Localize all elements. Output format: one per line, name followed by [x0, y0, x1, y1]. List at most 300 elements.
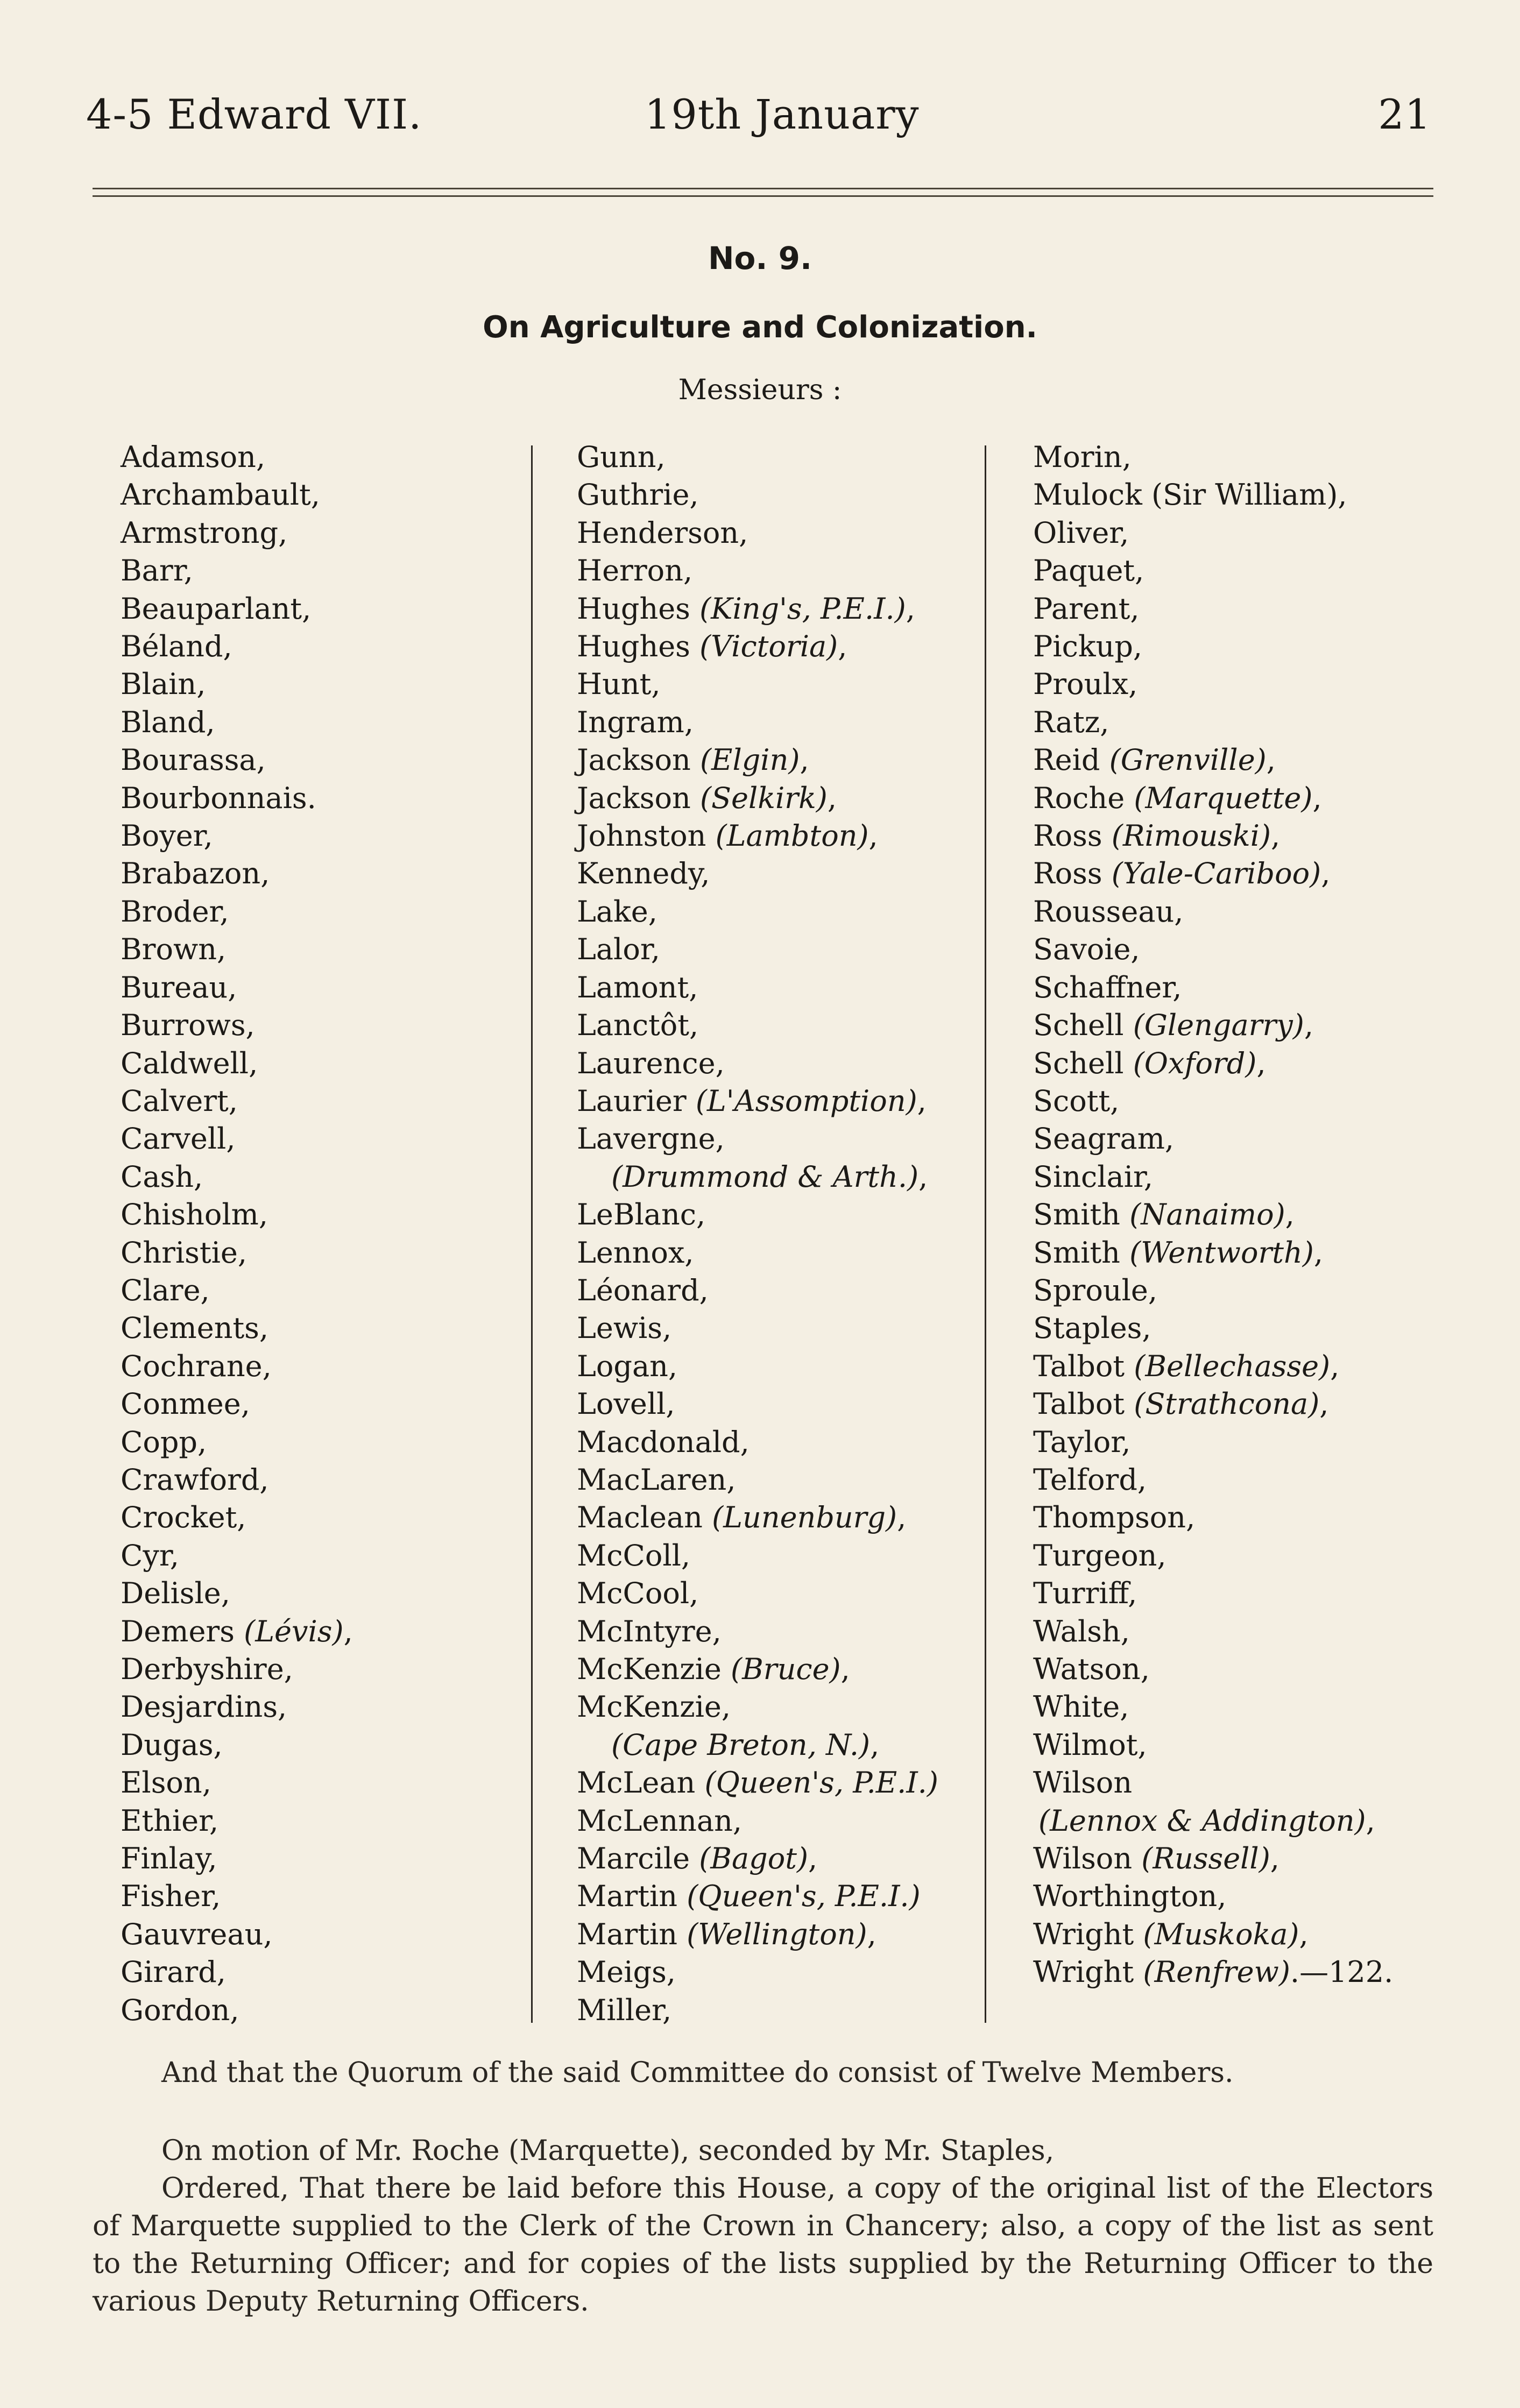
- member-punctuation: ,: [1256, 1046, 1266, 1080]
- member-name: Marcile: [577, 1842, 690, 1876]
- member-entry: [1033, 1461, 1464, 1499]
- member-name: Mulock (Sir William),: [1033, 478, 1347, 512]
- member-name: Finlay,: [121, 1842, 217, 1876]
- member-entry: [1033, 1840, 1464, 1878]
- member-name: Boyer,: [121, 819, 213, 853]
- member-name: Johnston: [577, 819, 706, 853]
- member-entry: [121, 969, 529, 1007]
- member-entry: [1033, 590, 1464, 628]
- member-entry: [577, 1007, 986, 1044]
- member-name: Laurence,: [577, 1046, 725, 1080]
- member-entry: [577, 741, 986, 779]
- member-entry: [577, 1764, 986, 1802]
- member-entry: [121, 590, 529, 628]
- member-name: Crocket,: [121, 1500, 246, 1535]
- member-name: Caldwell,: [121, 1046, 258, 1080]
- member-entry: [1033, 476, 1464, 514]
- member-name: Wright: [1033, 1917, 1134, 1951]
- member-riding: (Muskoka): [1143, 1917, 1299, 1951]
- member-punctuation: ,: [1366, 1803, 1375, 1838]
- member-name: Gauvreau,: [121, 1917, 273, 1951]
- member-name: Savoie,: [1033, 932, 1140, 967]
- member-name: Bourassa,: [121, 743, 266, 777]
- member-name: Brown,: [121, 932, 227, 967]
- member-riding: (Drummond & Arth.): [611, 1159, 919, 1194]
- member-name: Delisle,: [121, 1576, 230, 1611]
- member-name: Lanctôt,: [577, 1008, 699, 1043]
- member-name: Béland,: [121, 629, 232, 664]
- member-name: Léonard,: [577, 1273, 709, 1307]
- member-entry: [577, 780, 986, 817]
- member-riding: (Bagot): [699, 1842, 809, 1876]
- member-entry: [1033, 1348, 1464, 1385]
- member-riding: (Wellington): [687, 1917, 867, 1951]
- member-entry: [121, 1840, 529, 1878]
- member-riding: (Lennox & Addington): [1038, 1803, 1366, 1838]
- member-entry: [577, 1499, 986, 1536]
- member-entry: [1033, 1916, 1464, 1953]
- member-entry: [1033, 1007, 1464, 1044]
- quorum-statement: And that the Quorum of the said Committee do consist of Twelve Members.: [161, 2057, 1234, 2089]
- member-name: Brabazon,: [121, 856, 270, 891]
- member-entry: [577, 1878, 986, 1915]
- member-entry: [1033, 704, 1464, 741]
- member-riding: (Grenville): [1109, 743, 1267, 777]
- member-entry: [121, 1234, 529, 1272]
- member-name: Lewis,: [577, 1311, 672, 1345]
- member-entry: [1033, 1575, 1464, 1612]
- member-punctuation: ,: [918, 1159, 928, 1194]
- member-name: Lovell,: [577, 1387, 675, 1421]
- member-entry: [121, 1272, 529, 1309]
- member-entry: [121, 1537, 529, 1575]
- member-entry: [121, 1575, 529, 1612]
- member-entry: [121, 893, 529, 931]
- member-entry: [577, 1082, 986, 1120]
- member-punctuation: ,: [1266, 743, 1276, 777]
- member-punctuation: ,: [917, 1083, 927, 1118]
- member-name: Morin,: [1033, 440, 1132, 474]
- member-entry: [577, 1309, 986, 1347]
- member-name: Girard,: [121, 1955, 226, 1989]
- member-entry: [1033, 1120, 1464, 1158]
- member-entry: [1033, 1158, 1464, 1196]
- member-entry: [1033, 1537, 1464, 1575]
- member-name: Fisher,: [121, 1879, 221, 1914]
- member-punctuation: ,: [1321, 856, 1331, 891]
- member-entry: [1033, 1688, 1464, 1726]
- member-name: Wilmot,: [1033, 1727, 1147, 1762]
- member-entry: [577, 1575, 986, 1612]
- member-entry: [577, 1461, 986, 1499]
- member-name: Cash,: [121, 1159, 203, 1194]
- member-name: Crawford,: [121, 1462, 269, 1497]
- member-name: Schell: [1033, 1046, 1124, 1080]
- member-name: Thompson,: [1033, 1500, 1196, 1535]
- column-divider: [985, 445, 986, 2023]
- member-entry: [1033, 1878, 1464, 1915]
- member-entry: [121, 817, 529, 855]
- member-name: Miller,: [577, 1993, 672, 2027]
- member-entry: [121, 665, 529, 703]
- member-name: Ingram,: [577, 705, 694, 739]
- member-entry: [1033, 969, 1464, 1007]
- member-entry: [1033, 1234, 1464, 1272]
- member-entry: [577, 590, 986, 628]
- member-name: Smith: [1033, 1198, 1120, 1232]
- member-riding: (Russell): [1141, 1842, 1270, 1876]
- member-name: Guthrie,: [577, 478, 699, 512]
- column-divider: [531, 445, 533, 2023]
- member-name: Roche: [1033, 781, 1125, 815]
- member-name: Conmee,: [121, 1387, 250, 1421]
- members-column-1: [121, 438, 529, 2029]
- member-name: Adamson,: [121, 440, 266, 474]
- member-name: Kennedy,: [577, 856, 710, 891]
- member-name: Archambault,: [121, 478, 320, 512]
- member-entry: [577, 665, 986, 703]
- member-entry: [121, 741, 529, 779]
- member-punctuation: ,: [1299, 1917, 1309, 1951]
- member-punctuation: ,: [867, 1917, 876, 1951]
- member-entry: [121, 1348, 529, 1385]
- member-entry: [1033, 1196, 1464, 1234]
- member-entry: [577, 1688, 986, 1726]
- member-entry: [121, 1461, 529, 1499]
- member-name: Jackson: [577, 781, 691, 815]
- member-name: Scott,: [1033, 1083, 1120, 1118]
- member-entry: [577, 704, 986, 741]
- member-entry: [1033, 1953, 1464, 1991]
- member-name: Wright: [1033, 1955, 1134, 1989]
- member-entry: [1033, 1499, 1464, 1536]
- member-punctuation: ,: [868, 819, 878, 853]
- member-name: Chisholm,: [121, 1198, 268, 1232]
- member-riding: (Nanaimo): [1129, 1198, 1285, 1232]
- member-name: Ross: [1033, 819, 1102, 853]
- member-name: Herron,: [577, 554, 693, 588]
- member-name: Seagram,: [1033, 1122, 1175, 1156]
- member-entry: [577, 1385, 986, 1423]
- member-entry: [577, 1726, 986, 1764]
- member-entry: [121, 1196, 529, 1234]
- member-name: Elson,: [121, 1766, 211, 1800]
- member-name: Taylor,: [1033, 1425, 1131, 1459]
- member-name: Henderson,: [577, 515, 748, 550]
- member-name: Demers: [121, 1614, 235, 1648]
- member-entry: [121, 476, 529, 514]
- member-entry: [577, 1992, 986, 2029]
- member-name: Derbyshire,: [121, 1652, 293, 1686]
- member-entry: [1033, 855, 1464, 893]
- member-name: Lamont,: [577, 970, 698, 1004]
- member-entry: [577, 476, 986, 514]
- date-header: 19th January: [645, 90, 920, 138]
- member-name: Martin: [577, 1879, 678, 1914]
- member-name: Sinclair,: [1033, 1159, 1154, 1194]
- member-entry: [1033, 1082, 1464, 1120]
- member-name: Paquet,: [1033, 554, 1144, 588]
- motion-paragraph: [93, 2132, 1433, 2320]
- member-entry: [121, 1385, 529, 1423]
- member-entry: [577, 969, 986, 1007]
- member-name: Broder,: [121, 894, 229, 929]
- member-name: White,: [1033, 1690, 1129, 1724]
- member-name: Gordon,: [121, 1993, 239, 2027]
- member-riding: (Marquette): [1134, 781, 1313, 815]
- member-entry: [121, 1953, 529, 1991]
- motion-ordered: Ordered, That there be laid before this House, a copy of the original list of the Electors of Marquette supplied to the Clerk of the Crown in Chancery; also, a copy of the list as sent to the Returning Officer; and for copies of the lists supplied by the Returning Officer to the various Deputy Returning Officers.: [93, 2172, 1433, 2318]
- member-punctuation: ,: [1312, 781, 1322, 815]
- member-punctuation: ,: [1304, 1008, 1314, 1043]
- member-name: Armstrong,: [121, 515, 288, 550]
- member-punctuation: ,: [1330, 1349, 1340, 1383]
- member-entry: [577, 1045, 986, 1082]
- member-name: Lavergne,: [577, 1122, 725, 1156]
- member-punctuation: ,: [1270, 1842, 1279, 1876]
- member-name: Jackson: [577, 743, 691, 777]
- member-entry: [121, 855, 529, 893]
- header-rule: [93, 188, 1433, 189]
- member-entry: [1033, 1385, 1464, 1423]
- member-entry: [1033, 1423, 1464, 1461]
- member-name: Worthington,: [1033, 1879, 1227, 1914]
- member-entry: [121, 1423, 529, 1461]
- member-riding: (Bellechasse): [1134, 1349, 1331, 1383]
- member-entry: [121, 1651, 529, 1688]
- member-entry: [1033, 741, 1464, 779]
- member-name: McIntyre,: [577, 1614, 722, 1648]
- session-header: 4-5 Edward VII.: [86, 90, 422, 138]
- member-punctuation: ,: [1271, 819, 1281, 853]
- member-name: McCool,: [577, 1576, 699, 1611]
- member-entry: [1033, 931, 1464, 968]
- member-entry: [121, 552, 529, 590]
- salutation: Messieurs :: [678, 374, 842, 406]
- member-entry: [1033, 817, 1464, 855]
- member-entry: [577, 1840, 986, 1878]
- member-riding: (Bruce): [731, 1652, 841, 1686]
- member-name: Ross: [1033, 856, 1102, 891]
- member-name: Clements,: [121, 1311, 269, 1345]
- member-name: Barr,: [121, 554, 193, 588]
- member-punctuation: ,: [906, 591, 915, 626]
- member-entry: [577, 1537, 986, 1575]
- member-name: Lake,: [577, 894, 658, 929]
- member-entry: [1033, 780, 1464, 817]
- member-entry: [577, 438, 986, 476]
- member-name: Schaffner,: [1033, 970, 1182, 1004]
- member-entry: [1033, 1651, 1464, 1688]
- member-name: Telford,: [1033, 1462, 1147, 1497]
- member-punctuation: ,: [343, 1614, 353, 1648]
- member-punctuation: ,: [1313, 1235, 1323, 1270]
- member-name: McKenzie,: [577, 1690, 731, 1724]
- member-riding: (Victoria): [699, 629, 838, 664]
- member-name: Christie,: [121, 1235, 247, 1270]
- member-riding: (Strathcona): [1134, 1387, 1320, 1421]
- member-punctuation: .—122.: [1290, 1955, 1394, 1989]
- member-riding: (L'Assomption): [695, 1083, 917, 1118]
- member-name: Staples,: [1033, 1311, 1151, 1345]
- member-entry: [577, 1234, 986, 1272]
- member-name: Ratz,: [1033, 705, 1109, 739]
- member-riding: (Lambton): [715, 819, 869, 853]
- member-name: Macdonald,: [577, 1425, 750, 1459]
- member-name: LeBlanc,: [577, 1198, 706, 1232]
- member-riding: (Selkirk): [699, 781, 828, 815]
- member-entry: [577, 817, 986, 855]
- member-name: Ethier,: [121, 1803, 219, 1838]
- member-entry: [121, 1916, 529, 1953]
- member-name: McLean: [577, 1766, 696, 1800]
- member-entry: [121, 780, 529, 817]
- member-entry: [1033, 514, 1464, 552]
- member-name: Hughes: [577, 591, 690, 626]
- header-rule: [93, 195, 1433, 197]
- member-name: Talbot: [1033, 1387, 1125, 1421]
- member-name: Gunn,: [577, 440, 666, 474]
- member-name: Bland,: [121, 705, 215, 739]
- member-name: Burrows,: [121, 1008, 255, 1043]
- member-entry: [1033, 1309, 1464, 1347]
- member-name: Desjardins,: [121, 1690, 287, 1724]
- member-entry: [1033, 1272, 1464, 1309]
- member-entry: [1033, 552, 1464, 590]
- member-entry: [121, 1878, 529, 1915]
- member-entry: [577, 893, 986, 931]
- member-name: Bureau,: [121, 970, 237, 1004]
- member-name: Cochrane,: [121, 1349, 272, 1383]
- member-riding: (Renfrew): [1143, 1955, 1290, 1989]
- member-name: Sproule,: [1033, 1273, 1158, 1307]
- member-riding: (Glengarry): [1133, 1008, 1304, 1043]
- member-entry: [577, 1423, 986, 1461]
- member-entry: [121, 1764, 529, 1802]
- member-entry: [121, 438, 529, 476]
- member-punctuation: ,: [1285, 1198, 1295, 1232]
- member-entry: [121, 1309, 529, 1347]
- member-name: Hunt,: [577, 667, 661, 702]
- member-riding: (Rimouski): [1111, 819, 1271, 853]
- member-entry: [121, 1120, 529, 1158]
- committee-title: On Agriculture and Colonization.: [483, 310, 1037, 345]
- member-entry: [121, 704, 529, 741]
- member-punctuation: ,: [1319, 1387, 1329, 1421]
- member-punctuation: ,: [870, 1727, 880, 1762]
- member-punctuation: ,: [827, 781, 837, 815]
- member-entry: [577, 1802, 986, 1840]
- member-entry: [577, 1348, 986, 1385]
- member-entry: [577, 514, 986, 552]
- motion-moved: On motion of Mr. Roche (Marquette), seconded by Mr. Staples,: [161, 2135, 1055, 2167]
- member-riding: (Queen's, P.E.I.): [687, 1879, 921, 1914]
- member-entry: [1033, 438, 1464, 476]
- member-entry: [121, 1045, 529, 1082]
- member-punctuation: ,: [840, 1652, 850, 1686]
- member-name: Talbot: [1033, 1349, 1125, 1383]
- member-name: McColl,: [577, 1538, 691, 1573]
- member-name: Laurier: [577, 1083, 687, 1118]
- member-entry: [121, 1688, 529, 1726]
- member-punctuation: ,: [808, 1842, 818, 1876]
- member-name: Meigs,: [577, 1955, 676, 1989]
- member-punctuation: ,: [897, 1500, 907, 1535]
- member-entry: [577, 552, 986, 590]
- member-entry: [1033, 1764, 1464, 1802]
- member-punctuation: ,: [800, 743, 809, 777]
- member-entry: [121, 1613, 529, 1651]
- members-column-2: [577, 438, 986, 2029]
- member-name: Cyr,: [121, 1538, 179, 1573]
- member-entry: [121, 1082, 529, 1120]
- member-entry: [1033, 665, 1464, 703]
- member-name: Maclean: [577, 1500, 703, 1535]
- member-name: Martin: [577, 1917, 678, 1951]
- member-entry: [577, 1272, 986, 1309]
- member-name: Copp,: [121, 1425, 207, 1459]
- member-name: Bourbonnais.: [121, 781, 316, 815]
- member-name: Calvert,: [121, 1083, 238, 1118]
- members-column-3: [1033, 438, 1464, 1992]
- member-entry: [121, 1802, 529, 1840]
- member-name: Walsh,: [1033, 1614, 1130, 1648]
- member-name: Parent,: [1033, 591, 1140, 626]
- member-entry: [577, 1196, 986, 1234]
- member-entry: [121, 1726, 529, 1764]
- member-entry: [121, 514, 529, 552]
- member-name: McKenzie: [577, 1652, 722, 1686]
- member-name: Schell: [1033, 1008, 1124, 1043]
- member-name: Smith: [1033, 1235, 1120, 1270]
- member-name: Wilson: [1033, 1842, 1133, 1876]
- member-name: Oliver,: [1033, 515, 1129, 550]
- member-name: Watson,: [1033, 1652, 1150, 1686]
- member-riding: (King's, P.E.I.): [699, 591, 906, 626]
- member-name: Turriff,: [1033, 1576, 1137, 1611]
- member-entry: [1033, 1802, 1464, 1840]
- member-entry: [121, 628, 529, 665]
- member-name: Reid: [1033, 743, 1100, 777]
- member-name: Pickup,: [1033, 629, 1143, 664]
- member-riding: (Lunenburg): [712, 1500, 897, 1535]
- member-entry: [121, 931, 529, 968]
- member-name: Carvell,: [121, 1122, 236, 1156]
- member-entry: [1033, 1613, 1464, 1651]
- member-name: Wilson: [1033, 1766, 1133, 1800]
- member-name: Lennox,: [577, 1235, 694, 1270]
- member-name: Logan,: [577, 1349, 678, 1383]
- member-entry: [577, 1953, 986, 1991]
- member-entry: [577, 855, 986, 893]
- member-punctuation: ,: [838, 629, 847, 664]
- member-name: McLennan,: [577, 1803, 743, 1838]
- member-name: Beauparlant,: [121, 591, 312, 626]
- member-entry: [577, 1613, 986, 1651]
- member-entry: [121, 1158, 529, 1196]
- member-entry: [577, 1158, 986, 1196]
- member-name: Dugas,: [121, 1727, 223, 1762]
- member-entry: [577, 1651, 986, 1688]
- member-entry: [577, 628, 986, 665]
- member-name: Proulx,: [1033, 667, 1138, 702]
- committee-number: No. 9.: [708, 240, 812, 277]
- member-name: Lalor,: [577, 932, 660, 967]
- member-name: Turgeon,: [1033, 1538, 1166, 1573]
- member-entry: [577, 1120, 986, 1158]
- member-entry: [577, 1916, 986, 1953]
- member-riding: (Elgin): [699, 743, 800, 777]
